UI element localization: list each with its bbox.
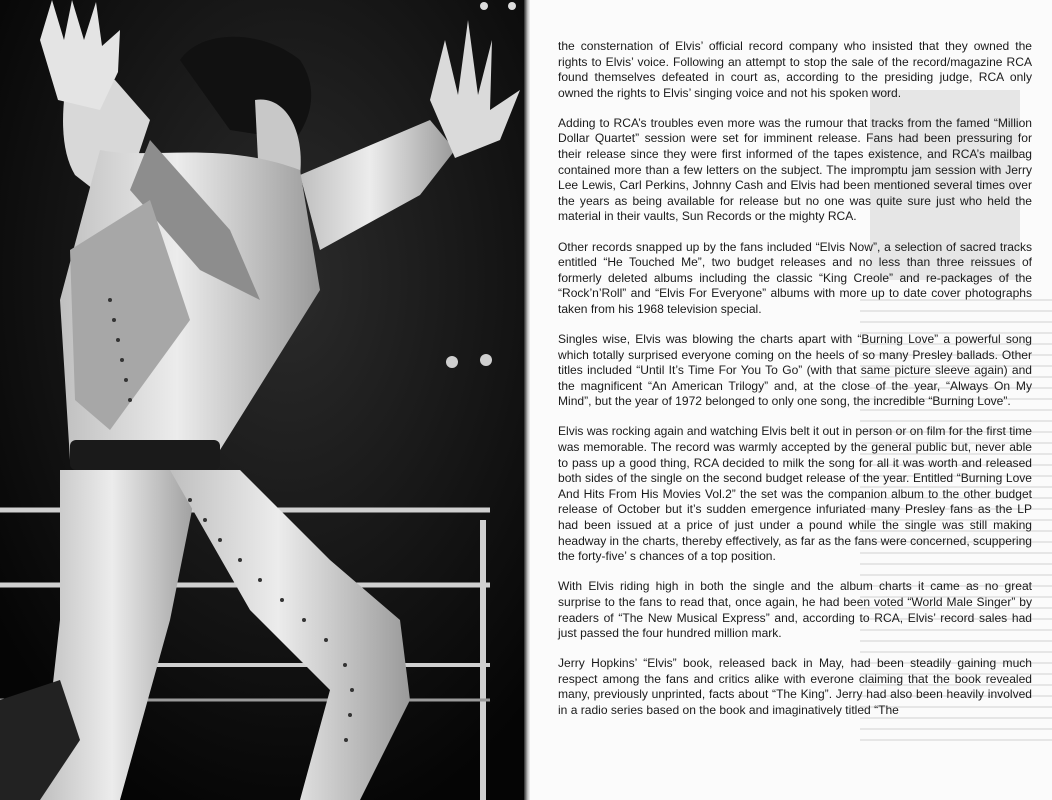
text-page bbox=[530, 0, 1052, 800]
photo-page bbox=[0, 0, 524, 800]
paragraph: Adding to RCA’s troubles even more was the rumour that tracks from the famed “Million Dollar Quartet” session were set for imminent release. Fans had been pressuring for their release since they were first informed of the tapes existence, and RCA’s mailbag contained more than a few letters on the subject. The impromptu jam session with Jerry Lee Lewis, Carl Perkins, Johnny Cash and Elvis had been mentioned several times over the years as being available for release but no one was quite sure just who held the material in their vaults, Sun Records or the mighty RCA. bbox=[558, 115, 1032, 224]
belt bbox=[70, 440, 220, 470]
article-body bbox=[558, 39, 1032, 733]
stage-light bbox=[480, 2, 488, 10]
paragraph: Elvis was rocking again and watching Elvis belt it out in person or on film for the first time was memorable. The record was warmly accepted by the general public but, never able to pass up a good thing, RCA decided to milk the song for all it was worth and released both sides of the single on the second budget release of the year. Entitled “Burning Love And Hits From His Movies Vol.2” the set was the companion album to the other budget release of October but it’s sudden emergence infuriated many Presley fans as the LP had been issued at a price of just under a pound while the single was still making headway in the charts, thereby effectively, as far as the fans were concerned, scuppering the forty-five’ s chances of a top position. bbox=[558, 424, 1032, 564]
stage-light bbox=[480, 354, 492, 366]
stage-light bbox=[446, 356, 458, 368]
paragraph: the consternation of Elvis’ official record company who insisted that they owned the rights to Elvis’ voice. Following an attempt to stop the sale of the record/magazine RCA found themselves defeated in court as, according to the presiding judge, RCA only owned the rights to Elvis’ singing voice and not his spoken word. bbox=[558, 39, 1032, 100]
paragraph: Singles wise, Elvis was blowing the charts apart with “Burning Love” a powerful song which totally surprised everyone coming on the heels of so many Presley ballads. Other titles included “Until It’s Time For You To Go” (with that same picture sleeve again) and the magnificent “An American Trilogy” and, at the close of the year, “Always On My Mind”, but the year of 1972 belonged to only one song, the incredible “Burning Love”. bbox=[558, 332, 1032, 409]
performer-photo bbox=[0, 0, 524, 800]
paragraph: With Elvis riding high in both the single and the album charts it came as no great surprise to the fans to read that, once again, he had been voted “World Male Singer” by readers of “The New Musical Express” and, according to RCA, Elvis’ record sales had just passed the four hundred million mark. bbox=[558, 579, 1032, 641]
paragraph: Other records snapped up by the fans included “Elvis Now”, a selection of sacred tracks entitled “He Touched Me”, two budget releases and no less than three reissues of formerly deleted albums including the classic “King Creole” and re-packages of the “Rock’n’Roll” and “Elvis For Everyone” albums with more up to date cover photographs taken from his 1968 television special. bbox=[558, 239, 1032, 316]
paragraph: Jerry Hopkins’ “Elvis” book, released back in May, had been steadily gaining much respect among the fans and critics alike with everone claiming that the book revealed many, previously unprinted, facts about “The King”. Jerry had also been heavily involved in a radio series based on the book and imaginatively titled “The bbox=[558, 656, 1032, 717]
stage-light bbox=[508, 2, 516, 10]
